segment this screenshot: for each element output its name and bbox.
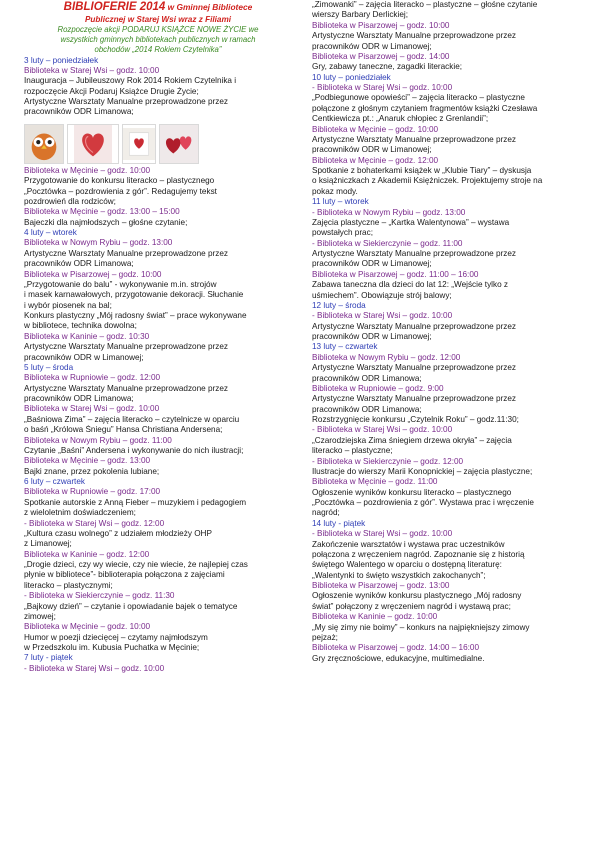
event-description-line: „Bajkowy dzień” – czytanie i opowiadanie bajek o tematyce	[24, 601, 238, 611]
library-time-line: - Biblioteka w Siekierczynie – godz. 11:30	[24, 591, 175, 601]
library-time-line: Biblioteka w Rupniowie – godz. 17:00	[24, 487, 161, 497]
event-description-line: w Przedszkolu im. Kubusia Puchatka w Męcinie;	[24, 643, 200, 653]
schedule-day-heading: 5 luty – środa	[24, 362, 74, 372]
schedule-day-heading: 3 luty – poniedziałek	[24, 55, 99, 65]
event-description-line: pracowników ODR w Limanowej;	[312, 332, 432, 341]
owl-craft-icon	[24, 124, 64, 164]
event-description-line: z wieloletnim doświadczeniem;	[24, 508, 136, 518]
schedule-block-after-images	[24, 166, 292, 674]
left-column	[24, 0, 292, 674]
event-description-line: Inauguracja – Jubileuszowy Rok 2014 Rokiem Czytelnika i	[24, 76, 237, 86]
schedule-day-heading: 11 luty – wtorek	[312, 197, 369, 207]
library-time-line: Biblioteka w Starej Wsi – godz. 10:00	[24, 65, 160, 75]
event-description-line: „Walentynki to święto wszystkich zakochanych”;	[312, 570, 486, 580]
event-description-line: Przygotowanie do konkursu literacko – plastycznego	[24, 176, 215, 186]
schedule-day-heading: 4 luty – wtorek	[24, 228, 77, 238]
event-description-line: „Zimowanki” – zajęcia literacko – plastyczne – głośne czytanie	[312, 0, 538, 9]
event-description-line: Gry, zabawy taneczne, zagadki literackie;	[312, 62, 463, 72]
library-time-line: - Biblioteka w Starej Wsi – godz. 10:00	[312, 425, 453, 435]
event-description-line: Ogłoszenie wyników konkursu literacko – plastycznego	[312, 487, 512, 497]
event-description-line: „Czarodziejska Zima śniegiem drzewa okryła” – zajęcia	[312, 435, 512, 445]
event-description-line: Artystyczne Warsztaty Manualne przeprowadzone przez	[312, 394, 517, 404]
event-description-line: pracowników ODR Limanowa;	[24, 394, 134, 404]
title-main: BIBLIOFERIE 2014	[63, 1, 166, 13]
event-description-line: pracowników ODR Limanowa;	[24, 107, 134, 117]
schedule-day-heading: 6 luty – czwartek	[24, 477, 85, 487]
event-description-line: Zajęcia plastyczne – „Kartka Walentynowa” – wystawa	[312, 217, 510, 227]
library-time-line: Biblioteka w Nowym Rybiu – godz. 13:00	[24, 238, 173, 248]
library-time-line: Biblioteka w Męcinie – godz. 13:00	[24, 456, 151, 466]
event-description-line: „Kultura czasu wolnego” z udziałem młodzieży OHP	[24, 528, 212, 538]
event-description-line: pokaz mody.	[312, 186, 358, 196]
library-time-line: Biblioteka w Pisarzowej – godz. 11:00 – 16:00	[312, 269, 479, 279]
event-description-line: „Drogie dzieci, czy wy wiecie, czy nie wiecie, że najlepiej czas	[24, 560, 248, 570]
heart-card-icon	[122, 124, 156, 164]
event-description-line: Spotkanie z bohaterkami książek w „Klubie Tiary” – dyskusja	[312, 166, 532, 175]
library-time-line: Biblioteka w Rupniowie – godz. 9:00	[312, 383, 444, 393]
event-description-line: „My się zimy nie boimy” – konkurs na najpiękniejszy zimowy	[312, 622, 530, 632]
intro-block	[24, 25, 292, 56]
craft-photo-strip	[24, 123, 292, 165]
event-description-line: Konkurs plastyczny „Mój radosny świat” – prace wykonywane	[24, 311, 247, 321]
library-time-line: Biblioteka w Pisarzowej – godz. 14:00 – 16:00	[312, 643, 480, 653]
event-description-line: „Pocztówka – pozdrowienia z gór”. Redagujemy tekst	[24, 186, 217, 196]
event-description-line: Zakończenie warsztatów i wystawa prac uczestników	[312, 539, 505, 549]
library-time-line: - Biblioteka w Nowym Rybiu – godz. 13:00	[312, 207, 466, 217]
event-description-line: Artystyczne Warsztaty Manualne przeprowadzone przez	[312, 249, 517, 258]
event-description-line: pracowników ODR Limanowa;	[24, 259, 134, 269]
library-time-line: - Biblioteka w Siekierczynie – godz. 12:00	[312, 456, 464, 466]
event-description-line: Ilustracje do wierszy Marii Konopnickiej – zajęcia plastyczne;	[312, 466, 533, 476]
library-time-line: Biblioteka w Starej Wsi – godz. 10:00	[24, 404, 160, 414]
event-description-line: Artystyczne Warsztaty Manualne przeprowadzone przez	[312, 31, 517, 41]
library-time-line: Biblioteka w Męcinie – godz. 11:00	[312, 477, 438, 487]
event-description-line: pracowników ODR Limanowa;	[312, 404, 422, 414]
event-description-line: Gry zręcznościowe, edukacyjne, multimedialne.	[312, 653, 485, 663]
event-description-line: Zabawa taneczna dla dzieci do lat 12: „Wejście tylko z	[312, 280, 508, 290]
event-description-line: nagród;	[312, 508, 340, 518]
event-description-line: pracowników ODR w Limanowej;	[312, 145, 432, 155]
library-time-line: - Biblioteka w Starej Wsi – godz. 10:00	[24, 663, 165, 673]
event-description-line: Artystyczne Warsztaty Manualne przeprowadzone przez	[24, 383, 229, 393]
library-time-line: Biblioteka w Pisarzowej – godz. 13:00	[312, 581, 450, 590]
event-description-line: Artystyczne Warsztaty Manualne przeprowadzone przez	[24, 248, 229, 258]
page-subtitle: Publicznej w Starej Wsi wraz z Filiami	[84, 15, 232, 24]
library-time-line: Biblioteka w Rupniowie – godz. 12:00	[24, 373, 161, 383]
page-title	[24, 0, 292, 14]
event-description-line: „Baśniowa Zima” – zajęcia literacko – czytelnicze w oparciu	[24, 414, 240, 424]
intro-line: obchodów „2014 Rokiem Czytelnika”	[94, 45, 222, 55]
event-description-line: pracowników ODR w Limanowej;	[312, 41, 432, 51]
red-heart-icon	[67, 124, 119, 164]
event-description-line: Artystyczne Warsztaty Manualne przeprowadzone przez	[312, 363, 517, 373]
event-description-line: pozdrowień dla rodziców;	[24, 196, 116, 206]
library-time-line: Biblioteka w Kaninie – godz. 12:00	[24, 549, 150, 559]
event-description-line: połączona z wręczeniem nagród. Zapoznanie się z historią	[312, 549, 525, 559]
event-description-line: pracowników ODR w Limanowej;	[312, 259, 432, 269]
heart-pair-icon	[159, 124, 199, 164]
library-time-line: - Biblioteka w Starej Wsi – godz. 10:00	[312, 83, 453, 92]
event-description-line: Ogłoszenie wyników konkursu plastycznego „Mój radosny	[312, 591, 522, 601]
event-description-line: „Podbiegunowe opowieści” – zajęcia literacko – plastyczne	[312, 93, 525, 103]
event-description-line: Czytanie „Baśni” Andersena i wykonywanie do nich ilustracji;	[24, 445, 244, 455]
library-time-line: Biblioteka w Kaninie – godz. 10:00	[312, 612, 438, 622]
library-time-line: Biblioteka w Nowym Rybiu – godz. 12:00	[312, 352, 461, 362]
event-description-line: Humor w poezji dziecięcej – czytamy najmłodszym	[24, 632, 208, 642]
library-time-line: - Biblioteka w Siekierczynie – godz. 11:00	[312, 238, 463, 248]
library-time-line: Biblioteka w Męcinie – godz. 10:00	[24, 622, 151, 632]
event-description-line: Bajki znane, przez pokolenia lubiane;	[24, 466, 160, 476]
schedule-block-before-images	[24, 56, 292, 118]
event-description-line: powstałych prac;	[312, 228, 373, 238]
event-description-line: Artystyczne Warsztaty Manualne przeprowadzone przez	[312, 134, 517, 144]
library-time-line: Biblioteka w Pisarzowej – godz. 14:00	[312, 51, 450, 61]
event-description-line: Centkiewicza pt.: „Anaruk chłopiec z Grenlandii”;	[312, 114, 489, 124]
library-time-line: Biblioteka w Pisarzowej – godz. 10:00	[312, 20, 450, 30]
library-time-line: Biblioteka w Męcinie – godz. 12:00	[312, 155, 439, 165]
event-description-line: literacko – plastycznymi;	[24, 580, 113, 590]
event-description-line: Spotkanie autorskie z Anną Fieber – muzykiem i pedagogiem	[24, 497, 247, 507]
event-description-line: pracowników ODR Limanowa;	[312, 373, 422, 383]
event-description-line: świat” połączony z wręczeniem nagród i wystawą prac;	[312, 601, 511, 611]
schedule-day-heading: 7 luty - piątek	[24, 653, 73, 663]
event-description-line: zimowej;	[24, 611, 56, 621]
library-time-line: Biblioteka w Pisarzowej – godz. 10:00	[24, 269, 162, 279]
library-time-line: Biblioteka w Kaninie – godz. 10:30	[24, 331, 150, 341]
event-description-line: o baśń „Królowa Śniegu” Hansa Christiana Andersena;	[24, 425, 223, 435]
event-description-line: i masek karnawałowych, przygotowanie dekoracji. Słuchanie	[24, 290, 244, 300]
schedule-day-heading: 12 luty – środa	[312, 300, 366, 310]
event-description-line: literacko – plastyczne;	[312, 446, 393, 456]
event-description-line: uśmiechem”. Obowiązuje strój balowy;	[312, 290, 452, 300]
right-column	[312, 0, 584, 664]
event-description-line: rozpoczęcie Akcji Podaruj Książce Drugie Życie;	[24, 86, 199, 96]
event-description-line: połączone z głośnym czytaniem fragmentów książki Czesława	[312, 103, 538, 113]
schedule-block-right	[312, 0, 584, 664]
event-description-line: płynie w bibliotece”- biblioterapia połączona z zajęciami	[24, 570, 225, 580]
event-description-line: w bibliotece, technika dowolna;	[24, 321, 137, 331]
event-description-line: z Limanowej;	[24, 539, 72, 549]
schedule-day-heading: 14 luty - piątek	[312, 518, 366, 528]
intro-line: Rozpoczęcie akcji PODARUJ KSIĄŻCE NOWE ŻYCIE we	[57, 25, 259, 34]
library-time-line: Biblioteka w Męcinie – godz. 13:00 – 15:00	[24, 207, 180, 217]
event-description-line: pracowników ODR w Limanowej;	[24, 352, 144, 362]
library-time-line: - Biblioteka w Starej Wsi – godz. 10:00	[312, 529, 453, 539]
event-description-line: Rozstrzygnięcie konkursu „Czytelnik Roku” – godz.11:30;	[312, 415, 519, 424]
event-description-line: świętego Walentego w oparciu o dostępną literaturę:	[312, 560, 502, 570]
event-description-line: pejzaż;	[312, 632, 338, 642]
event-description-line: Artystyczne Warsztaty Manualne przeprowadzone przez	[312, 321, 517, 331]
library-time-line: Biblioteka w Męcinie – godz. 10:00	[24, 165, 151, 175]
event-description-line: „Pocztówka – pozdrowienia z gór”. Wystawa prac i wręczenie	[312, 498, 534, 507]
event-description-line: o książniczkach z Akademii Księżniczek. Projektujemy stroje na	[312, 176, 543, 186]
event-description-line: Artystyczne Warsztaty Manualne przeprowadzone przez	[24, 342, 229, 352]
event-description-line: „Przygotowanie do balu” - wykonywanie m.in. strojów	[24, 279, 217, 289]
event-description-line: Artystyczne Warsztaty Manualne przeprowadzone przez	[24, 97, 229, 107]
event-description-line: wierszy Barbary Derlickiej;	[312, 10, 408, 20]
library-time-line: - Biblioteka w Starej Wsi – godz. 12:00	[24, 518, 165, 528]
event-description-line: i wybór piosenek na bal;	[24, 300, 112, 310]
schedule-day-heading: 13 luty – czwartek	[312, 342, 378, 352]
event-description-line: Bajeczki dla najmłodszych – głośne czytanie;	[24, 217, 188, 227]
library-time-line: Biblioteka w Nowym Rybiu – godz. 11:00	[24, 435, 172, 445]
intro-line: wszystkich gminnych bibliotekach publicznych w ramach	[60, 35, 256, 45]
library-time-line: Biblioteka w Męcinie – godz. 10:00	[312, 124, 439, 134]
title-rest: w Gminnej Bibliotece	[165, 2, 253, 12]
schedule-day-heading: 10 luty – poniedziałek	[312, 72, 391, 82]
library-time-line: - Biblioteka w Starej Wsi – godz. 10:00	[312, 311, 453, 321]
